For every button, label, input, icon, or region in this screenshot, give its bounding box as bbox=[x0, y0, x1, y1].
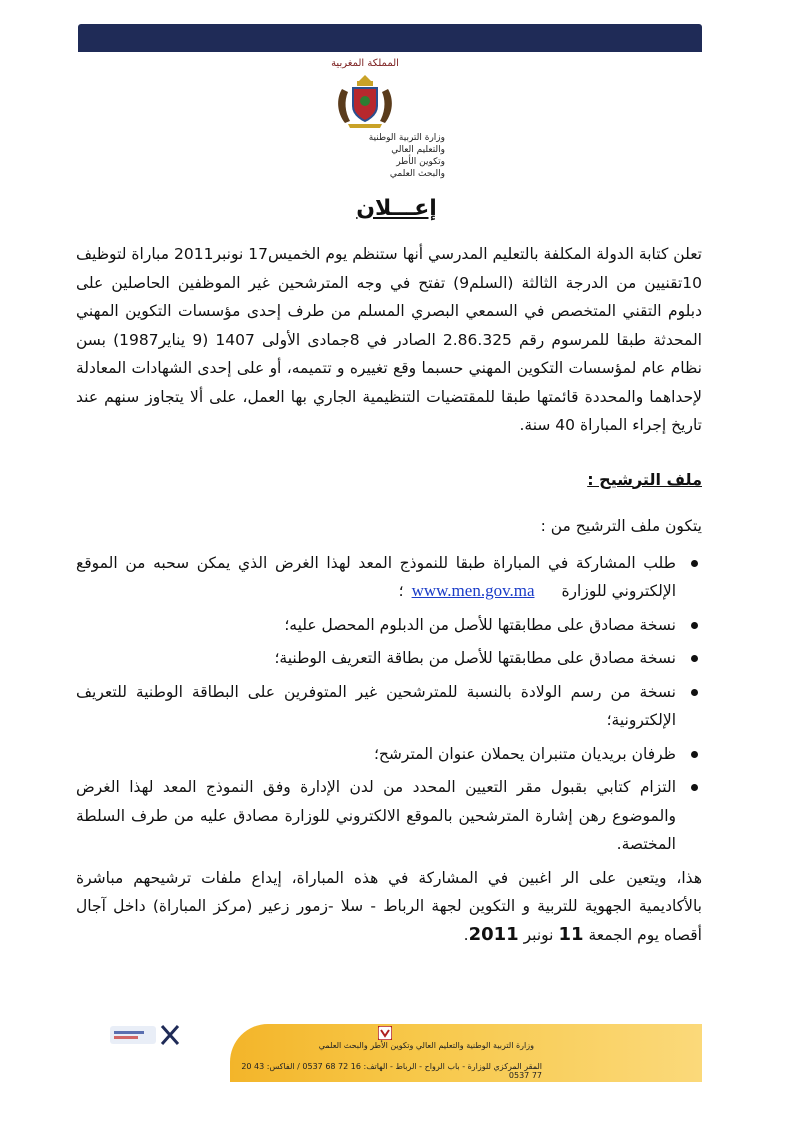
footer-band bbox=[230, 1024, 702, 1082]
footer-contact-info: المقر المركزي للوزارة - باب الرواح - الرباط - الهاتف: 16 72 68 0537 / الفاكس: 43 20 77 0537 bbox=[241, 1062, 542, 1080]
closing-text: هذا، ويتعين على الر اغبين في المشاركة في هذه المباراة، إيداع ملفات ترشيحهم مباشرة بالأكاديمية الجهوية للتربية و التكوين لجهة الرباط - سلا -زمور زعير (مركز المباراة) داخل آجال أقصاه يوم الجمعة bbox=[76, 868, 702, 944]
announcement-body bbox=[76, 240, 702, 949]
deadline-day: 11 bbox=[558, 923, 584, 945]
list-item bbox=[76, 644, 676, 673]
list-item bbox=[76, 678, 676, 735]
requirements-list bbox=[76, 549, 702, 859]
main-paragraph: تعلن كتابة الدولة المكلفة بالتعليم المدرسي أنها ستنظم يوم الخميس17 نونبر2011 مباراة لتوظيف 10تقنيين من الدرجة الثالثة (السلم9) تفتح في وجه المترشحين غير الموظفين الحاصلين على دبلوم التقني المتخصص في السمعي البصري المسلم من طرف إحدى مؤسسات التكوين المهني المحدثة طبقا للمرسوم رقم 2.86.325 الصادر في 8جمادى الأولى 1407 (9 يناير1987) بسن نظام عام لمؤسسات التكوين المهني حسبما وقع تغييره و تتميمه، أو على إحدى الشهادات المعادلة لإحداهما والمحددة قائمتها طبقا للمقتضيات التنظيمية الجاري بها العمل، على ألا يتجاوز سنهم عند تاريخ إجراء المباراة 40 سنة. bbox=[76, 245, 703, 434]
list-item-text: ظرفان بريديان متنبران يحملان عنوان المترشح؛ bbox=[373, 744, 676, 763]
letterhead bbox=[285, 58, 445, 178]
section-intro: يتكون ملف الترشيح من : bbox=[540, 517, 702, 535]
list-item-text: نسخة مصادق على مطابقتها للأصل من بطاقة التعريف الوطنية؛ bbox=[274, 649, 676, 667]
partner-logo-icon bbox=[108, 1020, 182, 1050]
ministry-line: وزارة التربية الوطنية bbox=[368, 133, 445, 143]
footer-ministry-name: وزارة التربية الوطنية والتعليم العالي وتكوين الأطر والبحث العلمي bbox=[318, 1041, 534, 1050]
list-item bbox=[76, 740, 676, 769]
top-banner bbox=[78, 24, 702, 52]
kingdom-name: المملكة المغربية bbox=[331, 58, 399, 69]
section-title: ملف الترشيح : bbox=[587, 469, 702, 489]
list-item-text: طلب المشاركة في المباراة طبقا للنموذج المعد لهذا الغرض الذي يمكن سحبه من الموقع الإلكتروني للوزارة bbox=[76, 553, 676, 600]
ministry-line: والبحث العلمي bbox=[389, 169, 445, 179]
list-item-text: نسخة من رسم الولادة بالنسبة للمترشحين غير المتوفرين على البطاقة الوطنية للتعريف الإلكترونية؛ bbox=[76, 682, 676, 729]
list-item-suffix: ؛ bbox=[398, 582, 404, 600]
coat-of-arms-icon bbox=[330, 71, 400, 131]
deadline-month: نونبر bbox=[523, 925, 554, 944]
closing-paragraph bbox=[76, 864, 702, 950]
list-item bbox=[76, 549, 676, 606]
list-item-text: التزام كتابي بقبول مقر التعيين المحدد من لدن الإدارة وفق النموذج المعد لهذا الغرض والموضوع رهن إشارة المترشحين بالموقع الالكتروني للوزارة مصادق عليه من طرف السلطة المختصة. bbox=[76, 778, 676, 853]
ministry-line: والتعليم العالي bbox=[391, 145, 445, 155]
deadline-year: 2011 bbox=[468, 923, 519, 945]
ministry-line: وتكوين الأطر bbox=[396, 157, 445, 167]
announcement-title: إعـــلان bbox=[356, 196, 437, 221]
list-item-text: نسخة مصادق على مطابقتها للأصل من الدبلوم المحصل عليه؛ bbox=[284, 615, 676, 634]
list-item bbox=[76, 611, 676, 640]
closing-end: . bbox=[463, 925, 469, 944]
ministry-name bbox=[325, 132, 445, 180]
ministry-website-link[interactable]: www.men.gov.ma bbox=[411, 581, 535, 600]
ministry-emblem-icon bbox=[378, 1026, 392, 1040]
list-item bbox=[76, 773, 676, 859]
